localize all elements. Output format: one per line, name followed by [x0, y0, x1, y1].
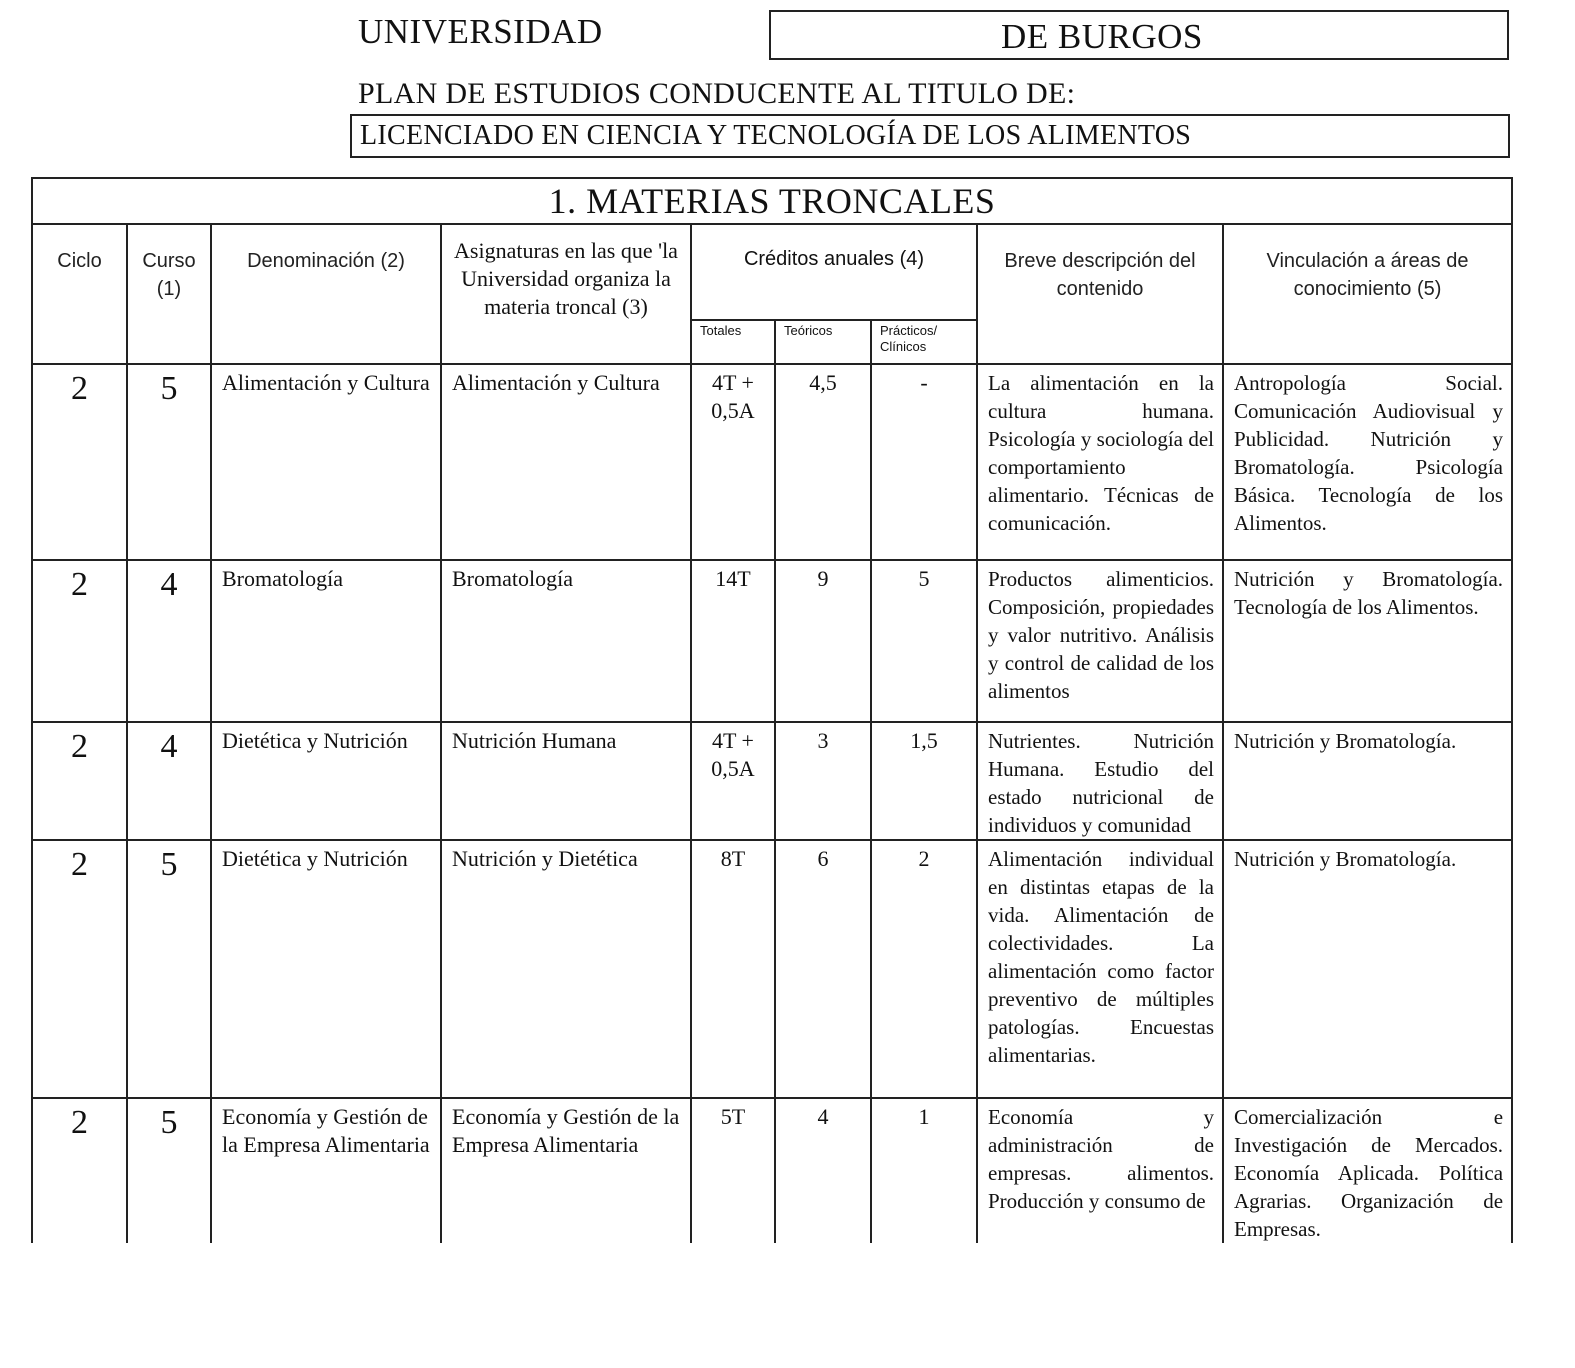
col-ciclo-header: Ciclo	[32, 224, 127, 364]
col-totales-header: Totales	[691, 320, 775, 364]
col-asignaturas-header: Asignaturas en las que 'la Universidad organiza la materia troncal (3)	[441, 224, 691, 364]
materias-troncales-table	[31, 177, 1513, 1243]
cell-teoricos: 4	[775, 1098, 871, 1243]
cell-asignatura: Nutrición Humana	[441, 722, 691, 840]
cell-denominacion: Dietética y Nutrición	[211, 840, 441, 1098]
cell-asignatura: Nutrición y Dietética	[441, 840, 691, 1098]
cell-ciclo: 2	[32, 1098, 127, 1243]
cell-curso: 4	[127, 560, 211, 722]
cell-vinculacion: Antropología Social. Comunicación Audiovisual y Publicidad. Nutrición y Bromatología. Psicología Básica. Tecnología de los Alimentos.	[1223, 364, 1512, 560]
cell-asignatura: Bromatología	[441, 560, 691, 722]
plan-label: PLAN DE ESTUDIOS CONDUCENTE AL TITULO DE:	[358, 77, 1076, 110]
cell-asignatura: Economía y Gestión de la Empresa Alimentaria	[441, 1098, 691, 1243]
cell-totales: 4T + 0,5A	[691, 364, 775, 560]
cell-curso: 5	[127, 840, 211, 1098]
cell-descripcion: Productos alimenticios. Composición, propiedades y valor nutritivo. Análisis y control de calidad de los alimentos	[977, 560, 1223, 722]
cell-vinculacion: Comercialización e Investigación de Mercados. Economía Aplicada. Política Agrarias. Organización de Empresas.	[1223, 1098, 1512, 1243]
cell-totales: 14T	[691, 560, 775, 722]
cell-denominacion: Economía y Gestión de la Empresa Alimentaria	[211, 1098, 441, 1243]
cell-teoricos: 9	[775, 560, 871, 722]
cell-vinculacion: Nutrición y Bromatología.	[1223, 840, 1512, 1098]
cell-descripcion: La alimentación en la cultura humana. Psicología y sociología del comportamiento alimentario. Técnicas de comunicación.	[977, 364, 1223, 560]
cell-vinculacion: Nutrición y Bromatología. Tecnología de los Alimentos.	[1223, 560, 1512, 722]
university-label: UNIVERSIDAD	[358, 12, 603, 51]
cell-denominacion: Alimentación y Cultura	[211, 364, 441, 560]
cell-ciclo: 2	[32, 840, 127, 1098]
cell-descripcion: Alimentación individual en distintas etapas de la vida. Alimentación de colectividades. La alimentación como factor preventivo de múltiples patologías. Encuestas alimentarias.	[977, 840, 1223, 1098]
cell-ciclo: 2	[32, 722, 127, 840]
col-practicos-header: Prácticos/ Clínicos	[871, 320, 977, 364]
cell-asignatura: Alimentación y Cultura	[441, 364, 691, 560]
cell-descripcion: Nutrientes. Nutrición Humana. Estudio del estado nutricional de individuos y comunidad	[977, 722, 1223, 840]
cell-practicos: 2	[871, 840, 977, 1098]
table-row	[32, 722, 1512, 840]
col-teoricos-header: Teóricos	[775, 320, 871, 364]
col-denominacion-header: Denominación (2)	[211, 224, 441, 364]
cell-practicos: -	[871, 364, 977, 560]
col-creditos-header: Créditos anuales (4)	[691, 224, 977, 320]
table-row	[32, 1098, 1512, 1243]
cell-denominacion: Dietética y Nutrición	[211, 722, 441, 840]
cell-vinculacion: Nutrición y Bromatología.	[1223, 722, 1512, 840]
cell-teoricos: 4,5	[775, 364, 871, 560]
cell-practicos: 1	[871, 1098, 977, 1243]
cell-curso: 5	[127, 364, 211, 560]
cell-ciclo: 2	[32, 364, 127, 560]
cell-curso: 5	[127, 1098, 211, 1243]
university-name-box	[769, 10, 1509, 60]
degree-title-box	[350, 114, 1510, 158]
degree-title: LICENCIADO EN CIENCIA Y TECNOLOGÍA DE LOS ALIMENTOS	[360, 120, 1192, 151]
cell-teoricos: 3	[775, 722, 871, 840]
cell-denominacion: Bromatología	[211, 560, 441, 722]
col-curso-header: Curso (1)	[127, 224, 211, 364]
table-title: 1. MATERIAS TRONCALES	[32, 178, 1512, 224]
university-name: DE BURGOS	[1001, 17, 1203, 56]
cell-totales: 5T	[691, 1098, 775, 1243]
col-vinculacion-header: Vinculación a áreas de conocimiento (5)	[1223, 224, 1512, 364]
cell-descripcion: Economía y administración de empresas. alimentos. Producción y consumo de	[977, 1098, 1223, 1243]
cell-practicos: 5	[871, 560, 977, 722]
cell-practicos: 1,5	[871, 722, 977, 840]
table-row	[32, 840, 1512, 1098]
cell-teoricos: 6	[775, 840, 871, 1098]
cell-ciclo: 2	[32, 560, 127, 722]
cell-totales: 4T + 0,5A	[691, 722, 775, 840]
col-descripcion-header: Breve descripción del contenido	[977, 224, 1223, 364]
table-row	[32, 560, 1512, 722]
cell-totales: 8T	[691, 840, 775, 1098]
table-row	[32, 364, 1512, 560]
cell-curso: 4	[127, 722, 211, 840]
